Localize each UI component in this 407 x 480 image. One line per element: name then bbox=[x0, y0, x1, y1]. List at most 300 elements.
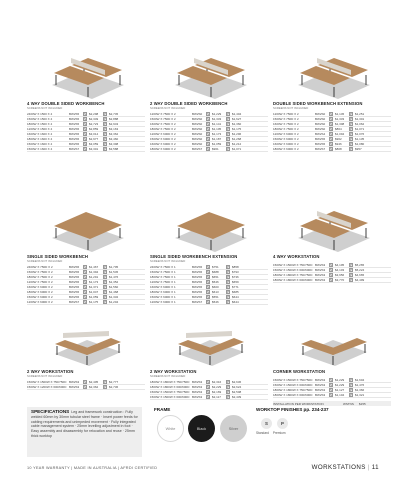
product-code: BW2S5 bbox=[192, 275, 203, 279]
standard-price: $1,127 bbox=[335, 388, 345, 392]
standard-tag: S bbox=[84, 123, 86, 127]
premium-tag: P bbox=[104, 133, 106, 137]
premium-tag: P bbox=[104, 128, 106, 132]
premium-price: $3,163 bbox=[109, 127, 119, 131]
product-size: 1200W X 600D X 2 bbox=[273, 132, 299, 136]
premium-tag: P bbox=[350, 113, 352, 117]
standard-tag: S bbox=[84, 128, 86, 132]
premium-price: $1,360 bbox=[232, 122, 242, 126]
standard-price: $613 bbox=[212, 290, 219, 294]
product-code: BW2S7 bbox=[192, 147, 203, 151]
product-title: DOUBLE SIDED WORKBENCH EXTENSION bbox=[273, 101, 363, 106]
premium-tag: P bbox=[350, 389, 352, 393]
product-code: BW2S5 bbox=[69, 275, 80, 279]
premium-tag: P bbox=[350, 123, 352, 127]
product-code: BW2S3 bbox=[315, 278, 326, 282]
workbench-illustration bbox=[150, 200, 268, 252]
product-card bbox=[150, 200, 268, 305]
product-code: BW2S5 bbox=[192, 265, 203, 269]
premium-price: $1,071 bbox=[232, 147, 242, 151]
premium-tag: P bbox=[350, 279, 352, 283]
product-code: BW2S3 bbox=[192, 390, 203, 394]
product-size: 1500W X 1500W X 750/750D bbox=[273, 378, 313, 382]
frame-swatch-silver: Silver bbox=[220, 415, 247, 442]
premium-price: $1,204 bbox=[109, 300, 119, 304]
product-code: BW2S7 bbox=[69, 300, 80, 304]
product-code: BW2S5 bbox=[69, 122, 80, 126]
premium-price: $957 bbox=[355, 147, 362, 151]
standard-tag: S bbox=[84, 296, 86, 300]
standard-price: $1,141 bbox=[212, 122, 222, 126]
premium-tag: P bbox=[350, 394, 352, 398]
product-code: BW2S7 bbox=[192, 300, 203, 304]
product-code: BW2S0 bbox=[315, 122, 326, 126]
standard-price: $808 bbox=[335, 147, 342, 151]
premium-price: $685 bbox=[232, 290, 239, 294]
product-code: BW2S3 bbox=[315, 273, 326, 277]
desk-screen bbox=[186, 331, 232, 338]
standard-price: $600 bbox=[212, 285, 219, 289]
price-row bbox=[273, 147, 391, 152]
product-size: 1500W X 600D X 1 bbox=[150, 295, 176, 299]
product-size: 1800W X 750D X 2 bbox=[27, 275, 53, 279]
footer-page-number: 11 bbox=[371, 464, 379, 471]
standard-tag: S bbox=[84, 271, 86, 275]
product-code: BW2S0 bbox=[192, 117, 203, 121]
product-size: 1200W X 600D X 2 bbox=[27, 300, 53, 304]
premium-tag: P bbox=[104, 386, 106, 390]
premium-price: $3,460 bbox=[109, 137, 119, 141]
premium-price: $1,468 bbox=[109, 290, 119, 294]
product-code: BW2S3 bbox=[69, 385, 80, 389]
product-code: BW2S0 bbox=[315, 117, 326, 121]
standard-tag: S bbox=[330, 274, 332, 278]
premium-price: $1,604 bbox=[355, 378, 365, 382]
premium-tag: P bbox=[104, 118, 106, 122]
standard-price: $1,175 bbox=[89, 300, 99, 304]
product-image bbox=[27, 200, 145, 252]
standard-tag: S bbox=[207, 266, 209, 270]
premium-price: $5,265 bbox=[355, 263, 365, 267]
premium-tag: P bbox=[104, 276, 106, 280]
premium-tag: P bbox=[104, 381, 106, 385]
product-code: BW2S5 bbox=[69, 290, 80, 294]
standard-tag: S bbox=[207, 128, 209, 132]
premium-price: $2,736 bbox=[109, 385, 119, 389]
product-size: 2400W X 750D X 2 bbox=[27, 265, 53, 269]
premium-price: $1,076 bbox=[355, 132, 365, 136]
product-card bbox=[150, 322, 268, 400]
product-subtitle: SCREENS NOT INCLUDED bbox=[27, 374, 63, 378]
premium-price: $1,080 bbox=[355, 142, 365, 146]
premium-tag: P bbox=[227, 386, 229, 390]
standard-tag: S bbox=[207, 118, 209, 122]
product-code: BW2S5 bbox=[192, 280, 203, 284]
product-size: 1500W X 1500W X 600/600D bbox=[273, 383, 313, 387]
premium-tag: P bbox=[350, 133, 352, 137]
specifications-text bbox=[31, 410, 138, 439]
product-code: BW2S5 bbox=[69, 117, 80, 121]
product-size: 1500W X 1600 X 4 bbox=[27, 147, 53, 151]
price-row bbox=[273, 278, 391, 283]
product-size: 1200W X 750D X 2 bbox=[27, 280, 53, 284]
premium-price: $1,404 bbox=[232, 112, 242, 116]
standard-tag: S bbox=[330, 389, 332, 393]
premium-tag: P bbox=[227, 133, 229, 137]
product-subtitle: SCREENS NOT INCLUDED bbox=[150, 106, 186, 110]
workbench-illustration bbox=[273, 47, 391, 99]
product-size: 1600W X 600D X 2 bbox=[273, 142, 299, 146]
premium-price: $1,627 bbox=[232, 117, 242, 121]
premium-price: $1,251 bbox=[355, 112, 365, 116]
workbench-illustration bbox=[273, 322, 391, 367]
standard-tag: S bbox=[330, 384, 332, 388]
premium-tag: P bbox=[227, 281, 229, 285]
product-title: 2 WAY DOUBLE SIDED WORKBENCH bbox=[150, 101, 228, 106]
product-code: BW2S5 bbox=[69, 280, 80, 284]
standard-price: $1,105 bbox=[212, 127, 222, 131]
standard-price: $1,371 bbox=[89, 285, 99, 289]
standard-tag: S bbox=[207, 123, 209, 127]
product-size: 1800W X 750D X 2 bbox=[150, 127, 176, 131]
product-size: 2400W X 1500 X 4 bbox=[27, 112, 53, 116]
premium-tag: P bbox=[227, 271, 229, 275]
product-subtitle: SCREENS NOT INCLUDED bbox=[273, 106, 309, 110]
premium-price: $2,745 bbox=[109, 112, 119, 116]
product-image bbox=[27, 322, 145, 367]
standard-tag: S bbox=[84, 113, 86, 117]
standard-tag: S bbox=[207, 113, 209, 117]
standard-tag: S bbox=[330, 379, 332, 383]
standard-tag: S bbox=[207, 281, 209, 285]
standard-price: $4,103 bbox=[335, 268, 345, 272]
standard-price: $1,173 bbox=[212, 132, 222, 136]
product-code: BW2S3 bbox=[69, 380, 80, 384]
premium-tag: P bbox=[227, 301, 229, 305]
standard-price: $1,187 bbox=[212, 137, 222, 141]
product-size: 1500W X 1500W X 750/750D bbox=[273, 263, 313, 267]
product-size: 1200W X 600D X 1 bbox=[150, 300, 176, 304]
standard-tag: S bbox=[330, 143, 332, 147]
standard-tag: S bbox=[84, 266, 86, 270]
standard-price: $1,229 bbox=[212, 112, 222, 116]
product-code: BW2S5 bbox=[192, 290, 203, 294]
standard-price: $2,977 bbox=[89, 137, 99, 141]
premium-price: $1,268 bbox=[232, 137, 242, 141]
standard-price: $3,301 bbox=[89, 147, 99, 151]
product-size: 1800W X 1800W X 600/600D bbox=[273, 278, 313, 282]
product-code: BW2S3 bbox=[192, 380, 203, 384]
product-size: 1600W X 750D X 2 bbox=[150, 122, 176, 126]
standard-tag: S bbox=[330, 279, 332, 283]
standard-price: $864 bbox=[335, 127, 342, 131]
premium-price: $1,352 bbox=[109, 280, 119, 284]
standard-price: $1,333 bbox=[335, 117, 345, 121]
price-row bbox=[27, 147, 145, 152]
product-size: 1800W X 750D X 1 bbox=[150, 275, 176, 279]
standard-tag: S bbox=[207, 296, 209, 300]
product-size: 1600W X 600D X 2 bbox=[27, 285, 53, 289]
finish-premium-badge: P bbox=[277, 418, 288, 429]
premium-price: $3,588 bbox=[109, 147, 119, 151]
premium-tag: P bbox=[104, 143, 106, 147]
premium-tag: P bbox=[104, 113, 106, 117]
product-code: BW2S5 bbox=[315, 137, 326, 141]
premium-tag: P bbox=[350, 118, 352, 122]
standard-tag: S bbox=[330, 113, 332, 117]
premium-price: $858 bbox=[232, 265, 239, 269]
standard-price: $1,104 bbox=[335, 393, 345, 397]
specifications-box bbox=[27, 407, 142, 457]
installation-row bbox=[273, 401, 391, 406]
standard-price: $2,298 bbox=[89, 112, 99, 116]
standard-tag: S bbox=[207, 143, 209, 147]
standard-price: $546 bbox=[212, 280, 219, 284]
desk-screen bbox=[63, 331, 109, 338]
product-size: 1200W X 750D X 1 bbox=[150, 280, 176, 284]
product-code: BW2S5 bbox=[192, 285, 203, 289]
workbench-illustration bbox=[150, 322, 268, 367]
premium-tag: P bbox=[350, 143, 352, 147]
standard-tag: S bbox=[84, 148, 86, 152]
standard-price: $3,059 bbox=[89, 142, 99, 146]
premium-tag: P bbox=[104, 266, 106, 270]
premium-tag: P bbox=[227, 286, 229, 290]
product-title: SINGLE SIDED WORKBENCH bbox=[27, 254, 89, 259]
premium-price: $1,321 bbox=[355, 393, 365, 397]
standard-price: $2,229 bbox=[212, 385, 222, 389]
price-row bbox=[150, 300, 268, 305]
premium-price: $1,332 bbox=[109, 295, 119, 299]
standard-price: $2,117 bbox=[212, 395, 221, 399]
product-size: 1600W X 750D X 2 bbox=[273, 122, 299, 126]
standard-price: $1,059 bbox=[89, 295, 99, 299]
standard-price: $2,723 bbox=[89, 122, 99, 126]
standard-price: $3,770 bbox=[335, 278, 345, 282]
product-code: BW2S5 bbox=[69, 112, 80, 116]
product-code: BW2S3 bbox=[315, 263, 326, 267]
product-size: 1500W X 1500W X 600/600D bbox=[150, 395, 190, 399]
standard-tag: S bbox=[207, 133, 209, 137]
product-size: 1800W X 1800W X 600/600D bbox=[150, 385, 190, 389]
product-size: 1500W X 1500 X 4 bbox=[27, 117, 53, 121]
product-image bbox=[150, 200, 268, 252]
standard-tag: S bbox=[207, 286, 209, 290]
premium-tag: P bbox=[104, 271, 106, 275]
price-row bbox=[27, 300, 145, 305]
frame-swatch-black: Black bbox=[188, 415, 215, 442]
product-code: BW2S5 bbox=[69, 142, 80, 146]
standard-tag: S bbox=[207, 271, 209, 275]
premium-price: $1,062 bbox=[355, 122, 365, 126]
standard-tag: S bbox=[330, 128, 332, 132]
product-title: 2 WAY WORKSTATION bbox=[150, 369, 197, 374]
standard-tag: S bbox=[330, 118, 332, 122]
premium-tag: P bbox=[104, 138, 106, 142]
price-row bbox=[273, 393, 391, 398]
product-size: 1500W X 750D X 2 bbox=[27, 270, 53, 274]
product-image bbox=[27, 47, 145, 99]
price-row bbox=[150, 147, 268, 152]
product-code: BW2S3 bbox=[315, 268, 326, 272]
price-row bbox=[150, 395, 268, 400]
product-card bbox=[27, 200, 145, 305]
finish-standard-badge: S bbox=[261, 418, 272, 429]
product-code: BW2S3 bbox=[315, 388, 326, 392]
standard-tag: S bbox=[84, 286, 86, 290]
product-size: 1600W X 1600 X 4 bbox=[27, 132, 53, 136]
standard-price: $1,059 bbox=[212, 142, 222, 146]
product-size: 1600W X 600D X 2 bbox=[150, 142, 176, 146]
premium-price: $1,545 bbox=[109, 270, 119, 274]
premium-price: $2,943 bbox=[109, 122, 119, 126]
standard-price: $961 bbox=[212, 147, 219, 151]
workbench-illustration bbox=[27, 322, 145, 367]
product-code: BW2S0 bbox=[192, 122, 203, 126]
product-code: BW2S5 bbox=[315, 142, 326, 146]
premium-price: $1,705 bbox=[109, 265, 119, 269]
premium-tag: P bbox=[227, 138, 229, 142]
product-title: 2 WAY WORKSTATION bbox=[27, 369, 74, 374]
product-card bbox=[273, 322, 391, 406]
finish-standard-label: Standard bbox=[256, 431, 269, 435]
product-code: BW2S4 bbox=[315, 132, 326, 136]
price-row bbox=[27, 385, 145, 390]
standard-tag: S bbox=[207, 301, 209, 305]
premium-tag: P bbox=[350, 269, 352, 273]
product-card bbox=[273, 200, 391, 283]
premium-price: $2,636 bbox=[232, 380, 242, 384]
workbench-illustration bbox=[273, 200, 391, 252]
premium-price: $4,499 bbox=[355, 278, 365, 282]
premium-price: $1,476 bbox=[109, 275, 119, 279]
premium-price: $1,071 bbox=[355, 127, 365, 131]
premium-price: $1,366 bbox=[355, 388, 365, 392]
footer-page-label bbox=[312, 464, 379, 471]
finish-labels bbox=[256, 431, 286, 435]
premium-price: $3,398 bbox=[109, 142, 119, 146]
premium-tag: P bbox=[350, 138, 352, 142]
product-size: 1500W X 750D X 2 bbox=[273, 117, 299, 121]
premium-tag: P bbox=[227, 118, 229, 122]
product-code: BW2S0 bbox=[192, 137, 203, 141]
product-size: 1800W X 1800W X 600/600D bbox=[273, 393, 313, 397]
premium-tag: P bbox=[350, 274, 352, 278]
installation-price: $155 bbox=[359, 401, 366, 406]
workbench-illustration bbox=[27, 200, 145, 252]
installation-label: INSTALLATION PER WORKSTATION bbox=[273, 401, 324, 406]
product-code: BW2S5 bbox=[69, 265, 80, 269]
premium-tag: P bbox=[227, 113, 229, 117]
product-subtitle: SCREENS NOT INCLUDED bbox=[27, 259, 63, 263]
premium-price: $2,888 bbox=[109, 117, 119, 121]
standard-price: $3,014 bbox=[89, 132, 99, 136]
product-subtitle: SCREENS NOT INCLUDED bbox=[150, 374, 186, 378]
standard-tag: S bbox=[330, 269, 332, 273]
product-card bbox=[150, 47, 268, 152]
standard-price: $1,047 bbox=[89, 290, 99, 294]
product-size: 1800W X 600D X 2 bbox=[273, 147, 299, 151]
product-code: BW2S5 bbox=[69, 132, 80, 136]
standard-tag: S bbox=[207, 381, 209, 385]
standard-price: $1,291 bbox=[89, 275, 99, 279]
standard-price: $2,316 bbox=[212, 380, 222, 384]
premium-price: $644 bbox=[232, 300, 239, 304]
premium-tag: P bbox=[104, 291, 106, 295]
footer-section-name: WORKSTATIONS bbox=[311, 464, 366, 471]
product-size: 1500W X 1500W X 750/750D bbox=[150, 390, 190, 394]
standard-tag: S bbox=[207, 276, 209, 280]
product-code: BW2S5 bbox=[69, 270, 80, 274]
product-code: BW2S3 bbox=[315, 378, 326, 382]
product-card bbox=[273, 47, 391, 152]
product-size: 1500W X 600D X 2 bbox=[273, 137, 299, 141]
standard-price: $546 bbox=[212, 300, 219, 304]
premium-tag: P bbox=[104, 301, 106, 305]
standard-tag: S bbox=[84, 143, 86, 147]
product-code: BW2S3 bbox=[315, 393, 326, 397]
premium-price: $793 bbox=[232, 270, 239, 274]
premium-price: $2,624 bbox=[232, 385, 242, 389]
product-size: 1500W X 1200W X 600/600D bbox=[27, 385, 67, 389]
standard-price: $1,229 bbox=[335, 383, 345, 387]
footer-separator: | bbox=[367, 464, 370, 471]
premium-price: $1,476 bbox=[355, 383, 365, 387]
premium-price: $1,175 bbox=[232, 127, 242, 131]
finish-premium-label: Premium bbox=[272, 431, 286, 435]
premium-tag: P bbox=[227, 296, 229, 300]
standard-price: $751 bbox=[212, 265, 219, 269]
product-code: BW2S3 bbox=[315, 383, 326, 387]
standard-tag: S bbox=[84, 133, 86, 137]
standard-tag: S bbox=[207, 386, 209, 390]
product-size: 1500W X 600D X 2 bbox=[27, 295, 53, 299]
worktop-finishes-title: WORKTOP FINISHES pp. 234-237 bbox=[256, 407, 329, 412]
product-size: 1800W X 1800W X 750/750D bbox=[273, 273, 313, 277]
product-size: 1500W X 600D X 2 bbox=[150, 137, 176, 141]
standard-price: $651 bbox=[212, 275, 219, 279]
standard-price: $551 bbox=[212, 295, 219, 299]
product-size: 1200W X 750D X 2 bbox=[150, 112, 176, 116]
premium-price: $4,665 bbox=[355, 273, 365, 277]
specifications-body: Leg and framework construction : Fully welded 60mm by 30mm tubular steel frame · Insert power feeds for cabling requirements and unimpeded movement · Fully integrated cable management system · 25mm levelling adjustment in foot · Easy assembly and disassembly for relocation and reuse · 25mm thick worktop bbox=[31, 410, 138, 438]
premium-tag: P bbox=[104, 296, 106, 300]
product-size: 1800W X 1800W X 750/750D bbox=[150, 380, 190, 384]
premium-tag: P bbox=[227, 123, 229, 127]
standard-tag: S bbox=[330, 138, 332, 142]
premium-price: $1,296 bbox=[232, 132, 242, 136]
installation-code: WSTNS bbox=[343, 401, 354, 406]
product-title: SINGLE SIDED WORKBENCH EXTENSION bbox=[150, 254, 238, 259]
premium-tag: P bbox=[227, 276, 229, 280]
product-title: 4 WAY WORKSTATION bbox=[273, 254, 320, 259]
standard-price: $1,394 bbox=[89, 270, 99, 274]
premium-price: $1,135 bbox=[355, 137, 365, 141]
standard-tag: S bbox=[207, 391, 209, 395]
standard-tag: S bbox=[84, 281, 86, 285]
standard-tag: S bbox=[84, 118, 86, 122]
standard-tag: S bbox=[84, 138, 86, 142]
premium-tag: P bbox=[227, 291, 229, 295]
standard-price: $1,229 bbox=[335, 378, 345, 382]
premium-tag: P bbox=[227, 148, 229, 152]
standard-price: $3,956 bbox=[335, 273, 345, 277]
product-code: BW2S0 bbox=[315, 127, 326, 131]
standard-tag: S bbox=[330, 133, 332, 137]
product-size: 1600W X 600D X 1 bbox=[150, 285, 176, 289]
standard-tag: S bbox=[207, 138, 209, 142]
standard-price: $2,405 bbox=[89, 380, 99, 384]
